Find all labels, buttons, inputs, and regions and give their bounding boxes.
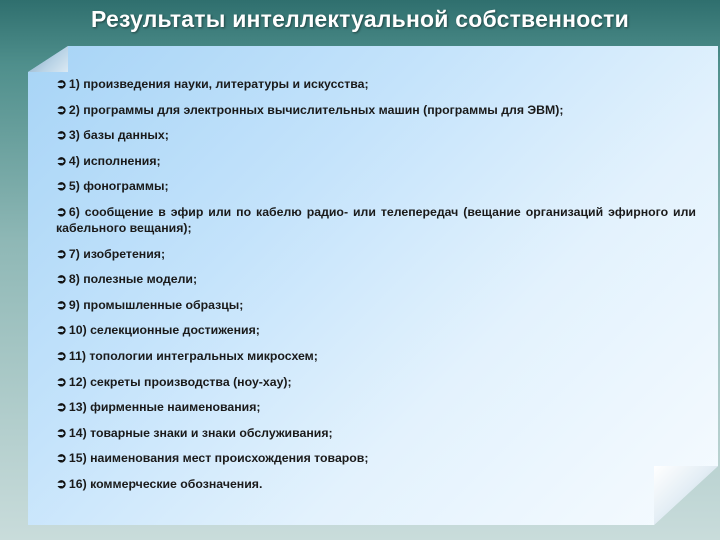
list-item <box>56 297 696 313</box>
arrow-bullet-icon: ➲ <box>56 450 67 466</box>
arrow-bullet-icon: ➲ <box>56 424 67 440</box>
list-item <box>56 425 696 441</box>
list-item-text: 9) промышленные образцы; <box>68 297 244 312</box>
list-item-text: 2) программы для электронных вычислительных машин (программы для ЭВМ); <box>68 102 564 117</box>
list-item-text: 16) коммерческие обозначения. <box>68 476 263 491</box>
arrow-bullet-icon: ➲ <box>56 271 67 287</box>
list-item-text: 15) наименования мест происхождения товаров; <box>68 451 369 466</box>
folded-corner-top-left <box>28 46 68 72</box>
arrow-bullet-icon: ➲ <box>56 203 67 219</box>
arrow-bullet-icon: ➲ <box>56 373 67 389</box>
list-item <box>56 102 696 118</box>
ip-results-list <box>56 76 696 502</box>
list-item-text: 3) базы данных; <box>68 128 169 143</box>
list-item <box>56 399 696 415</box>
list-item-text: 6) сообщение в эфир или по кабелю радио- или телепередач (вещание организаций эфирного или кабельного вещания); <box>56 204 696 235</box>
list-item <box>56 204 696 236</box>
list-item <box>56 476 696 492</box>
list-item <box>56 246 696 262</box>
arrow-bullet-icon: ➲ <box>56 245 67 261</box>
list-item <box>56 127 696 143</box>
list-item-text: 13) фирменные наименования; <box>68 400 261 415</box>
list-item <box>56 348 696 364</box>
list-item <box>56 374 696 390</box>
list-item <box>56 178 696 194</box>
arrow-bullet-icon: ➲ <box>56 76 67 91</box>
arrow-bullet-icon: ➲ <box>56 475 67 491</box>
arrow-bullet-icon: ➲ <box>56 296 67 312</box>
list-item-text: 4) исполнения; <box>68 153 161 168</box>
list-item-text: 12) секреты производства (ноу-хау); <box>68 374 292 389</box>
list-item-text: 11) топологии интегральных микросхем; <box>68 348 318 363</box>
arrow-bullet-icon: ➲ <box>56 347 67 363</box>
arrow-bullet-icon: ➲ <box>56 152 67 168</box>
list-item <box>56 450 696 466</box>
list-item-text: 1) произведения науки, литературы и искусства; <box>68 77 369 91</box>
list-item-text: 8) полезные модели; <box>68 272 198 287</box>
arrow-bullet-icon: ➲ <box>56 322 67 338</box>
list-item <box>56 271 696 287</box>
list-item-text: 5) фонограммы; <box>68 179 169 194</box>
arrow-bullet-icon: ➲ <box>56 101 67 117</box>
list-item-text: 10) селекционные достижения; <box>68 323 260 338</box>
arrow-bullet-icon: ➲ <box>56 399 67 415</box>
list-item-text: 14) товарные знаки и знаки обслуживания; <box>68 425 333 440</box>
list-item <box>56 322 696 338</box>
arrow-bullet-icon: ➲ <box>56 127 67 143</box>
list-item-text: 7) изобретения; <box>68 246 166 261</box>
list-item <box>56 153 696 169</box>
list-item <box>56 76 696 92</box>
slide-title: Результаты интеллектуальной собственности <box>91 6 629 32</box>
arrow-bullet-icon: ➲ <box>56 178 67 194</box>
